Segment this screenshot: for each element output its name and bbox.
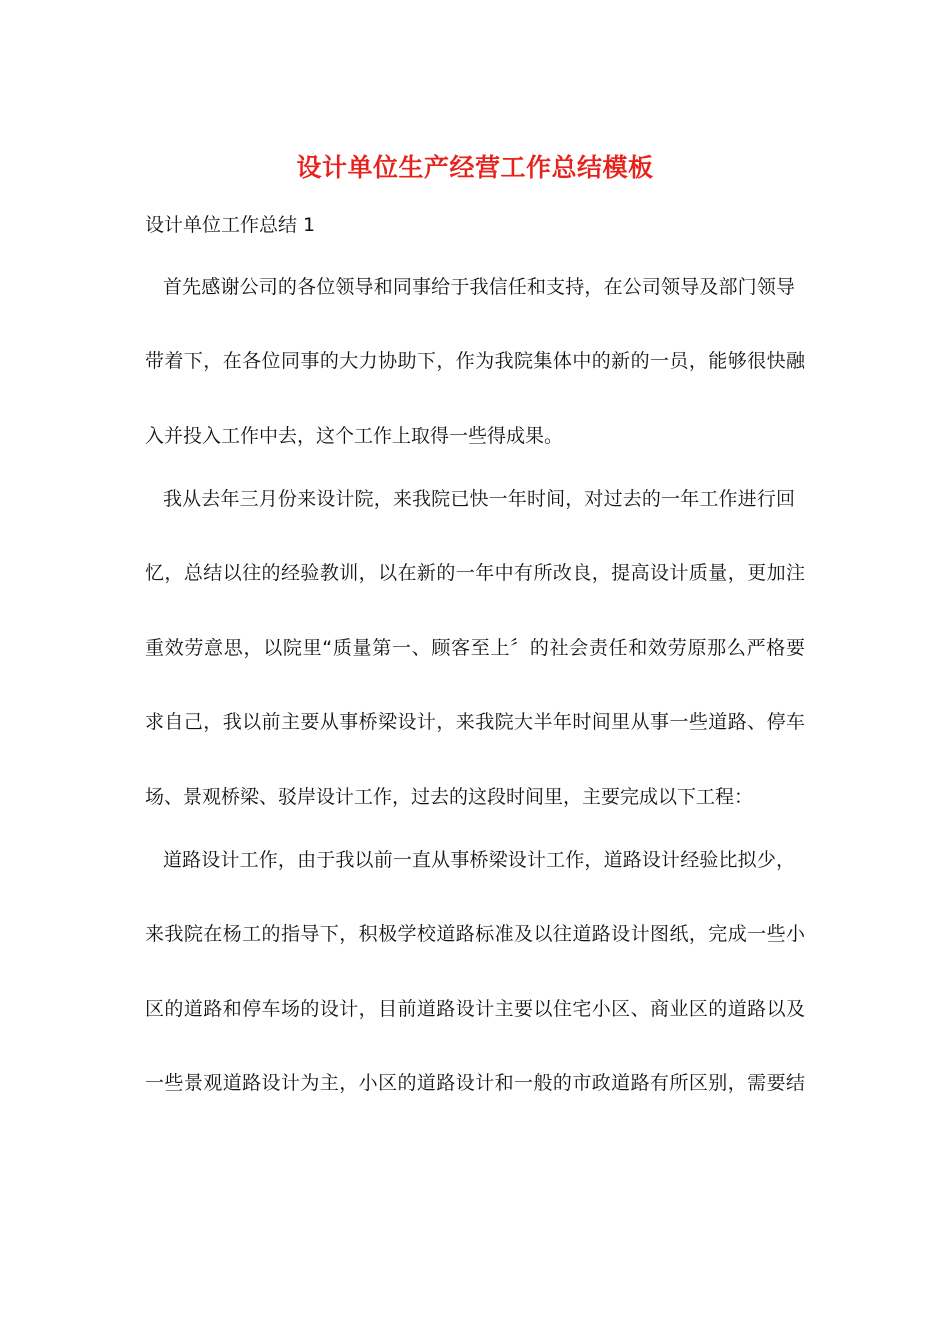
paragraph-1-line-3: 入并投入工作中去，这个工作上取得一些得成果。 <box>145 425 564 447</box>
paragraph-1-line-2: 带着下，在各位同事的大力协助下，作为我院集体中的新的一员，能够很快融 <box>145 350 805 372</box>
paragraph-1-line-1: 首先感谢公司的各位领导和同事给于我信任和支持，在公司领导及部门领导 <box>163 276 795 298</box>
paragraph-3-line-1: 道路设计工作，由于我以前一直从事桥梁设计工作，道路设计经验比拟少， <box>163 849 795 871</box>
paragraph-3-line-2: 来我院在杨工的指导下，积极学校道路标准及以往道路设计图纸，完成一些小 <box>145 923 805 945</box>
section-heading: 设计单位工作总结 1 <box>145 214 316 236</box>
paragraph-3-line-3: 区的道路和停车场的设计，目前道路设计主要以住宅小区、商业区的道路以及 <box>145 998 805 1020</box>
paragraph-3-line-4: 一些景观道路设计为主，小区的道路设计和一般的市政道路有所区别，需要结 <box>145 1072 805 1094</box>
paragraph-2-line-1: 我从去年三月份来设计院，来我院已快一年时间，对过去的一年工作进行回 <box>163 488 795 510</box>
paragraph-2-line-3: 重效劳意思，以院里“质量第一、顾客至上〞的社会责任和效劳原那么严格要 <box>145 637 805 659</box>
document-title: 设计单位生产经营工作总结模板 <box>296 153 654 182</box>
paragraph-2-line-4: 求自己，我以前主要从事桥梁设计，来我院大半年时间里从事一些道路、停车 <box>145 711 805 733</box>
paragraph-2-line-5: 场、景观桥梁、驳岸设计工作，过去的这段时间里，主要完成以下工程： <box>145 786 754 808</box>
paragraph-2-line-2: 忆，总结以往的经验教训，以在新的一年中有所改良，提高设计质量，更加注 <box>145 562 805 584</box>
